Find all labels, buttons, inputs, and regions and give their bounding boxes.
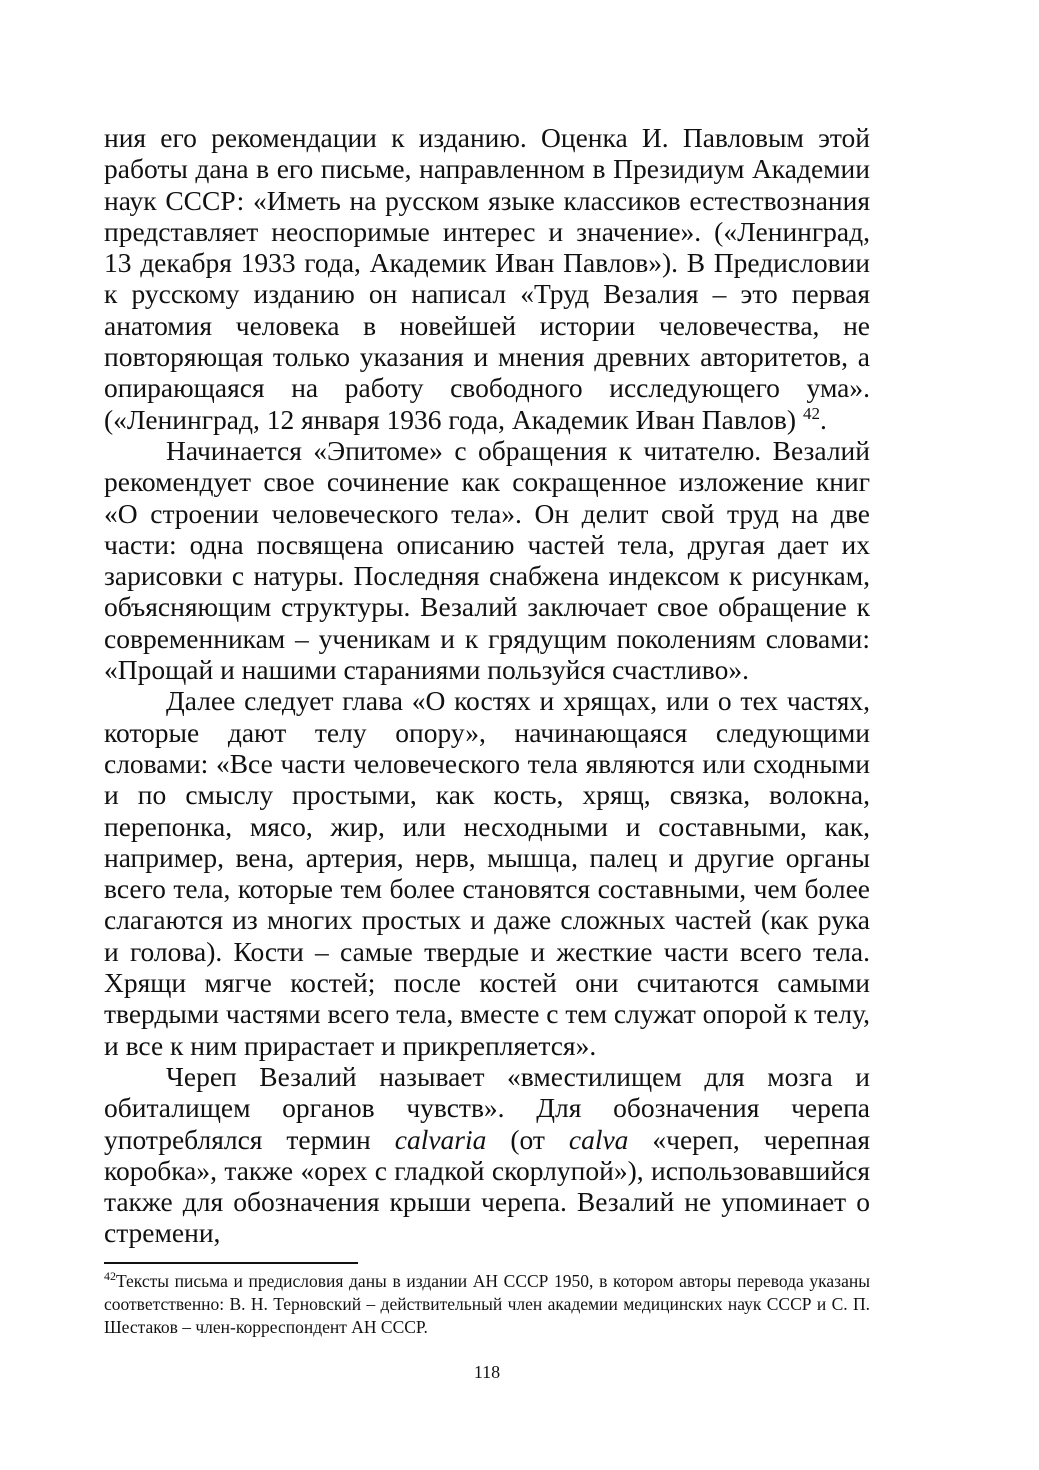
paragraph-4 <box>104 1061 870 1249</box>
paragraph-2 <box>104 435 870 685</box>
text-segment: ния его рекомендации к изданию. Оценка И. Павловым этой работы дана в его письме, направленном в Президиум Академии наук СССР: «Иметь на русском языке классиков естествознания представляет неоспоримые интерес и значение». («Ленинград, 13 декабря 1933 года, Академик Иван Павлов»). В Предисловии к русскому изданию он написал «Труд Везалия – это первая анатомия человека в новейшей истории человечества, не повторяющая только указания и мнения древних авторитетов, а опирающаяся на работу свободного исследующего ума». («Ленинград, 12 января 1936 года, Академик Иван Павлов) <box>104 122 870 435</box>
footnote-text: Тексты письма и предисловия даны в издании АН СССР 1950, в котором авторы перевода указаны соответственно: В. Н. Терновский – действительный член академии медицинских наук СССР и С. П. Шестаков – член-корреспондент АН СССР. <box>104 1271 870 1337</box>
footnote-42 <box>104 1270 870 1339</box>
footnote-area <box>104 1270 870 1339</box>
footnote-reference: 42 <box>802 403 820 423</box>
text-segment: «череп, черепная коробка», также «орех с гладкой скорлупой»), использовавшийся также для обозначения крыши черепа. Везалий не упоминает о стремени, <box>104 1123 870 1249</box>
paragraph-3 <box>104 685 870 1061</box>
text-segment: Далее следует глава «О костях и хрящах, или о тех частях, которые дают телу опору», начинающаяся следующими словами: «Все части человеческого тела являются или сходными и по смыслу простыми, как кость, хрящ, связка, волокна, перепонка, мясо, жир, или несходными и составными, как, например, вена, артерия, нерв, мышца, палец и другие органы всего тела, которые тем более становятся составными, чем более слагаются из многих простых и даже сложных частей (как рука и голова). Кости – самые твердые и жесткие части всего тела. Хрящи мягче костей; после костей они считаются самыми твердыми частями всего тела, вместе с тем служат опорой к телу, и все к ним прирастает и прикрепляется». <box>104 685 870 1061</box>
main-text <box>104 122 870 1249</box>
page-number: 118 <box>473 1362 501 1382</box>
footnote-separator <box>104 1262 358 1264</box>
text-segment: (от <box>486 1123 569 1155</box>
italic-term: calvaria <box>394 1123 487 1155</box>
paragraph-1 <box>104 122 870 435</box>
text-segment: Начинается «Эпитоме» с обращения к читателю. Везалий рекомендует свое сочинение как сокращенное изложение книг «О строении человеческого тела». Он делит свой труд на две части: одна посвящена описанию частей тела, другая дает их зарисовки с натуры. Последняя снабжена индексом к рисункам, объясняющим структуры. Везалий заключает свое обращение к современникам – ученикам и к грядущим поколениям словами: «Прощай и нашими стараниями пользуйся счастливо». <box>104 434 870 686</box>
text-segment: Череп Везалий называет «вместилищем для мозга и обиталищем органов чувств». Для обозначения черепа употреблялся термин <box>104 1060 870 1155</box>
text-segment: . <box>819 403 827 435</box>
footnote-marker: 42 <box>104 1269 116 1284</box>
italic-term: calva <box>568 1123 629 1155</box>
